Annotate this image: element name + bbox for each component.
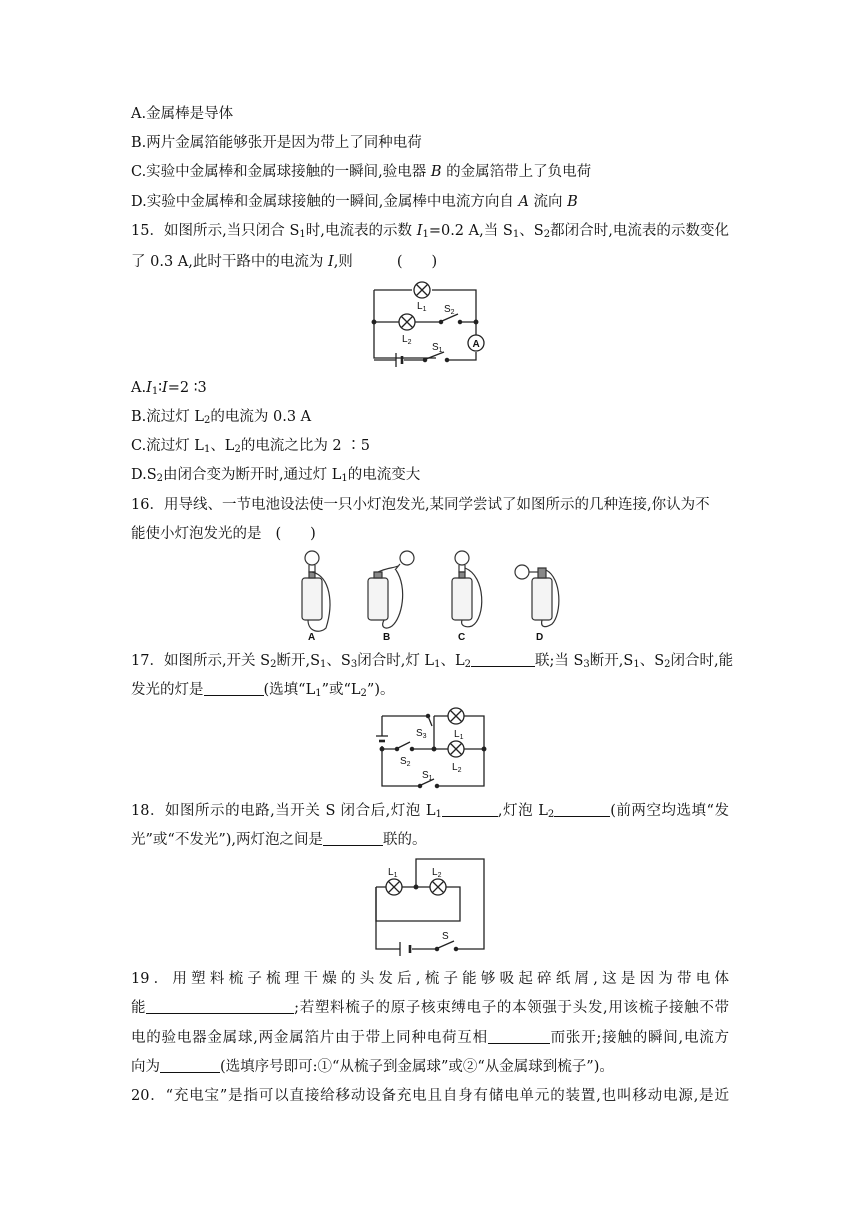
q19-line-3: 电的验电器金属球,两金属箔片由于带上同种电荷互相 而张开;接触的瞬间,电流方 (131, 1030, 730, 1046)
q15-stem-line-2: 了 0.3 A,此时干路中的电流为 I,则 ( ) (131, 254, 438, 270)
q15-option-d: $D.S_2$由闭合变为断开时,通过灯 $L_1$的电流变大 (131, 467, 421, 484)
q15-circuit-figure (366, 282, 496, 368)
q15-option-a: $A.I_1∶I=2$ ∶3 (131, 380, 207, 397)
q17-stem-line-1: 17．如图所示,开关 $S_2$断开$,S_1$、$S_3$闭合时,灯 $L_1$、$L_2$ 联;当 $S_3$断开$,S_1$、$S_2$闭合时,能 (131, 653, 734, 670)
q17-label-s2: S (400, 756, 407, 767)
blank[interactable] (442, 802, 498, 817)
svg-text:S2: $S_2$ (400, 756, 411, 768)
q18-circuit-figure (368, 855, 494, 955)
svg-text:L2: $L_2$ (452, 762, 462, 774)
svg-text:L2: $L_2$ (432, 867, 442, 879)
blank[interactable] (471, 652, 535, 667)
q18-stem-line-2: 光”或“不发光”),两灯泡之间是 联的。 (131, 832, 427, 848)
svg-text:L1: $L_1$ (388, 867, 398, 879)
blank[interactable] (160, 1058, 220, 1073)
q14-option-d: D.实验中金属棒和金属球接触的一瞬间,金属棒中电流方向自 A 流向 B (131, 194, 578, 210)
q19-line-1: 19．用塑料梳子梳理干燥的头发后,梳子能够吸起碎纸屑,这是因为带电体 (131, 971, 729, 987)
q17-circuit-figure (368, 702, 498, 788)
svg-text:L1: $L_1$ (417, 301, 427, 313)
svg-text:S3: $S_3$ (416, 728, 427, 740)
q18-label-s: S (442, 931, 449, 942)
q15-option-c: C.流过灯 $L_1$、$L_2$的电流之比为 2 ∶5 (131, 438, 370, 455)
q15-stem-line-1: 15．如图所示,当只闭合 $S_1$时,电流表的示数 $I_1=0.2$ A,当 $S_1$、$S_2$都闭合时,电流表的示数变化 (131, 223, 730, 240)
blank[interactable] (488, 1029, 550, 1044)
ammeter-label: A (472, 339, 480, 350)
q14-option-c: C.实验中金属棒和金属球接触的一瞬间,验电器 B 的金属箔带上了负电荷 (131, 164, 592, 180)
q15-label-s2: S (444, 304, 451, 315)
q17-label-l1: L (454, 729, 460, 740)
q17-label-s1: S (422, 770, 429, 781)
q18-label-l2: L (432, 867, 438, 878)
q18-label-l1: L (388, 867, 394, 878)
q16-stem-line-1: 16．用导线、一节电池设法使一只小灯泡发光,某同学尝试了如图所示的几种连接,你认为不 (131, 497, 710, 513)
q14-option-b: B.两片金属箔能够张开是因为带上了同种电荷 (131, 135, 422, 151)
q14-option-a: A.金属棒是导体 (131, 106, 234, 122)
q19-line-2: 能 ;若塑料梳子的原子核束缚电子的本领强于头发,用该梳子接触不带 (131, 1000, 729, 1016)
label-d: D (536, 632, 544, 643)
label-c: C (458, 632, 466, 643)
q17-label-l2: L (452, 762, 458, 773)
q15-label-l2: L (402, 334, 408, 345)
blank[interactable] (146, 999, 294, 1014)
svg-text:L2: $L_2$ (402, 334, 412, 346)
svg-text:L1: $L_1$ (454, 729, 464, 741)
q15-option-b: B.流过灯 $L_2$的电流为 0.3 A (131, 409, 312, 426)
svg-text:S1: $S_1$ (422, 770, 433, 782)
blank[interactable] (554, 802, 610, 817)
q17-label-s3: S (416, 728, 423, 739)
label-a: A (308, 632, 316, 643)
q19-line-4: 向为 (选填序号即可:①“从梳子到金属球”或②“从金属球到梳子”)。 (131, 1059, 614, 1075)
svg-text:S2: $S_2$ (444, 304, 455, 316)
q16-stem-line-2: 能使小灯泡发光的是 ( ) (131, 526, 316, 542)
label-b: B (383, 632, 391, 643)
q15-label-s1: S (432, 342, 439, 353)
blank[interactable] (204, 681, 264, 696)
blank[interactable] (323, 831, 383, 846)
answer-paren: ( ) (275, 526, 316, 542)
q16-bulb-figure (290, 548, 570, 644)
q18-stem-line-1: 18．如图所示的电路,当开关 S 闭合后,灯泡 $L_1$ ,灯泡 $L_2$ (前两空均选填“发 (131, 803, 729, 820)
q20-line-1: 20．“充电宝”是指可以直接给移动设备充电且自身有储电单元的装置,也叫移动电源,是近 (131, 1088, 729, 1104)
q17-stem-line-2: 发光的灯是 (选填“$L_1$”或“$L_2$”)。 (131, 682, 395, 699)
svg-text:S1: $S_1$ (432, 342, 443, 354)
q15-label-l1: L (417, 301, 423, 312)
answer-paren: ( ) (396, 254, 438, 270)
